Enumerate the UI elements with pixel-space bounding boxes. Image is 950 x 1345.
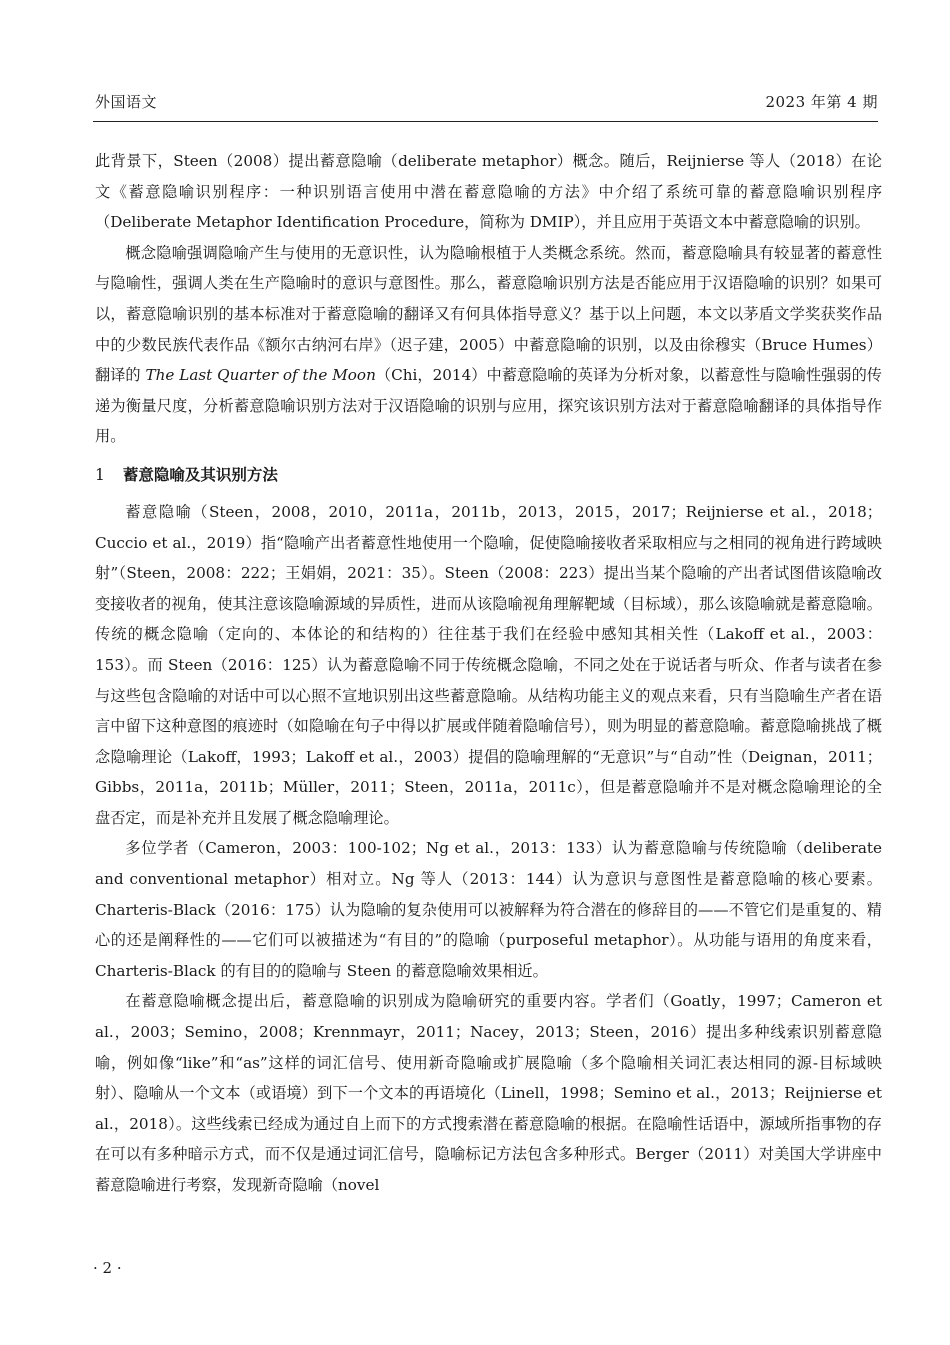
section-number: 1 [95,465,105,484]
running-head [95,91,878,115]
paragraph-2-text-b: （Chi，2014）中蓄意隐喻的英译为分析对象，以蓄意性与隐喻性强弱的传递为衡量尺度，分析蓄意隐喻识别方法对于汉语隐喻的识别与应用，探究该识别方法对于蓄意隐喻翻译的具体指导作用。 [95,366,882,446]
issue-label: 2023 年第 4 期 [765,93,878,111]
article-body [95,146,882,1201]
paragraph-4: 多位学者（Cameron，2003：100-102；Ng et al.，2013：133）认为蓄意隐喻与传统隐喻（deliberate and conventional metaphor）相对立。Ng 等人（2013：144）认为意识与意图性是蓄意隐喻的核心要素。Charteris-Black（2016：175）认为隐喻的复杂使用可以被解释为符合潜在的修辞目的——不管它们是重复的、精心的还是阐释性的——它们可以被描述为“有目的”的隐喻（purposeful metaphor）。从功能与语用的角度来看，Charteris-Black 的有目的的隐喻与 Steen 的蓄意隐喻效果相近。 [95,839,882,980]
journal-name: 外国语文 [95,93,158,111]
page-number: · 2 · [93,1259,122,1277]
paragraph-2-text-a: 概念隐喻强调隐喻产生与使用的无意识性，认为隐喻根植于人类概念系统。然而，蓄意隐喻具有较显著的蓄意性与隐喻性，强调人类在生产隐喻时的意识与意图性。那么，蓄意隐喻识别方法是否能应用于汉语隐喻的识别？如果可以，蓄意隐喻识别的基本标准对于蓄意隐喻的翻译又有何具体指导意义？基于以上问题，本文以茅盾文学奖获奖作品中的少数民族代表作品《额尔古纳河右岸》（迟子建，2005）中蓄意隐喻的识别，以及由徐穆实（Bruce Humes）翻译的 [95,243,882,385]
section-title: 蓄意隐喻及其识别方法 [122,465,278,484]
paragraph-2 [95,238,882,452]
paragraph-3: 蓄意隐喻（Steen，2008，2010，2011a，2011b，2013，2015，2017；Reijnierse et al.，2018；Cuccio et al.，2019）指“隐喻产出者蓄意性地使用一个隐喻，促使隐喻接收者采取相应与之相同的视角进行跨域映射”（Steen，2008：222；王娟娟，2021：35）。Steen（2008：223）提出当某个隐喻的产出者试图借该隐喻改变接收者的视角，使其注意该隐喻源域的异质性，进而从该隐喻视角理解靶域（目标域），那么该隐喻就是蓄意隐喻。传统的概念隐喻（定向的、本体论的和结构的）往往基于我们在经验中感知其相关性（Lakoff et al.，2003：153）。而 Steen（2016：125）认为蓄意隐喻不同于传统概念隐喻，不同之处在于说话者与听众、作者与读者在参与这些包含隐喻的对话中可以心照不宣地识别出这些蓄意隐喻。从结构功能主义的观点来看，只有当隐喻生产者在语言中留下这种意图的痕迹时（如隐喻在句子中得以扩展或伴随着隐喻信号），则为明显的蓄意隐喻。蓄意隐喻挑战了概念隐喻理论（Lakoff，1993；Lakoff et al.，2003）提倡的隐喻理解的“无意识”与“自动”性（Deignan，2011；Gibbs，2011a，2011b；Müller，2011；Steen，2011a，2011c），但是蓄意隐喻并不是对概念隐喻理论的全盘否定，而是补充并且发展了概念隐喻理论。 [95,502,882,827]
section-heading [95,460,882,490]
paragraph-1: 此背景下，Steen（2008）提出蓄意隐喻（deliberate metaphor）概念。随后，Reijnierse 等人（2018）在论文《蓄意隐喻识别程序：一种识别语言使用中潜在蓄意隐喻的方法》中介绍了系统可靠的蓄意隐喻识别程序（Deliberate Metaphor Identification Procedure，简称为 DMIP），并且应用于英语文本中蓄意隐喻的识别。 [95,152,882,232]
book-title: The Last Quarter of the Moon [145,366,376,385]
header-rule [93,121,878,122]
paragraph-5: 在蓄意隐喻概念提出后，蓄意隐喻的识别成为隐喻研究的重要内容。学者们（Goatly，1997；Cameron et al.，2003；Semino，2008；Krennmayr，2011；Nacey，2013；Steen，2016）提出多种线索识别蓄意隐喻，例如像“like”和“as”这样的词汇信号、使用新奇隐喻或扩展隐喻（多个隐喻相关词汇表达相同的源-目标域映射）、隐喻从一个文本（或语境）到下一个文本的再语境化（Linell，1998；Semino et al.，2013；Reijnierse et al.，2018）。这些线索已经成为通过自上而下的方式搜索潜在蓄意隐喻的根据。在隐喻性话语中，源域所指事物的存在可以有多种暗示方式，而不仅是通过词汇信号，隐喻标记方法包含多种形式。Berger（2011）对美国大学讲座中蓄意隐喻进行考察，发现新奇隐喻（novel [95,992,882,1194]
